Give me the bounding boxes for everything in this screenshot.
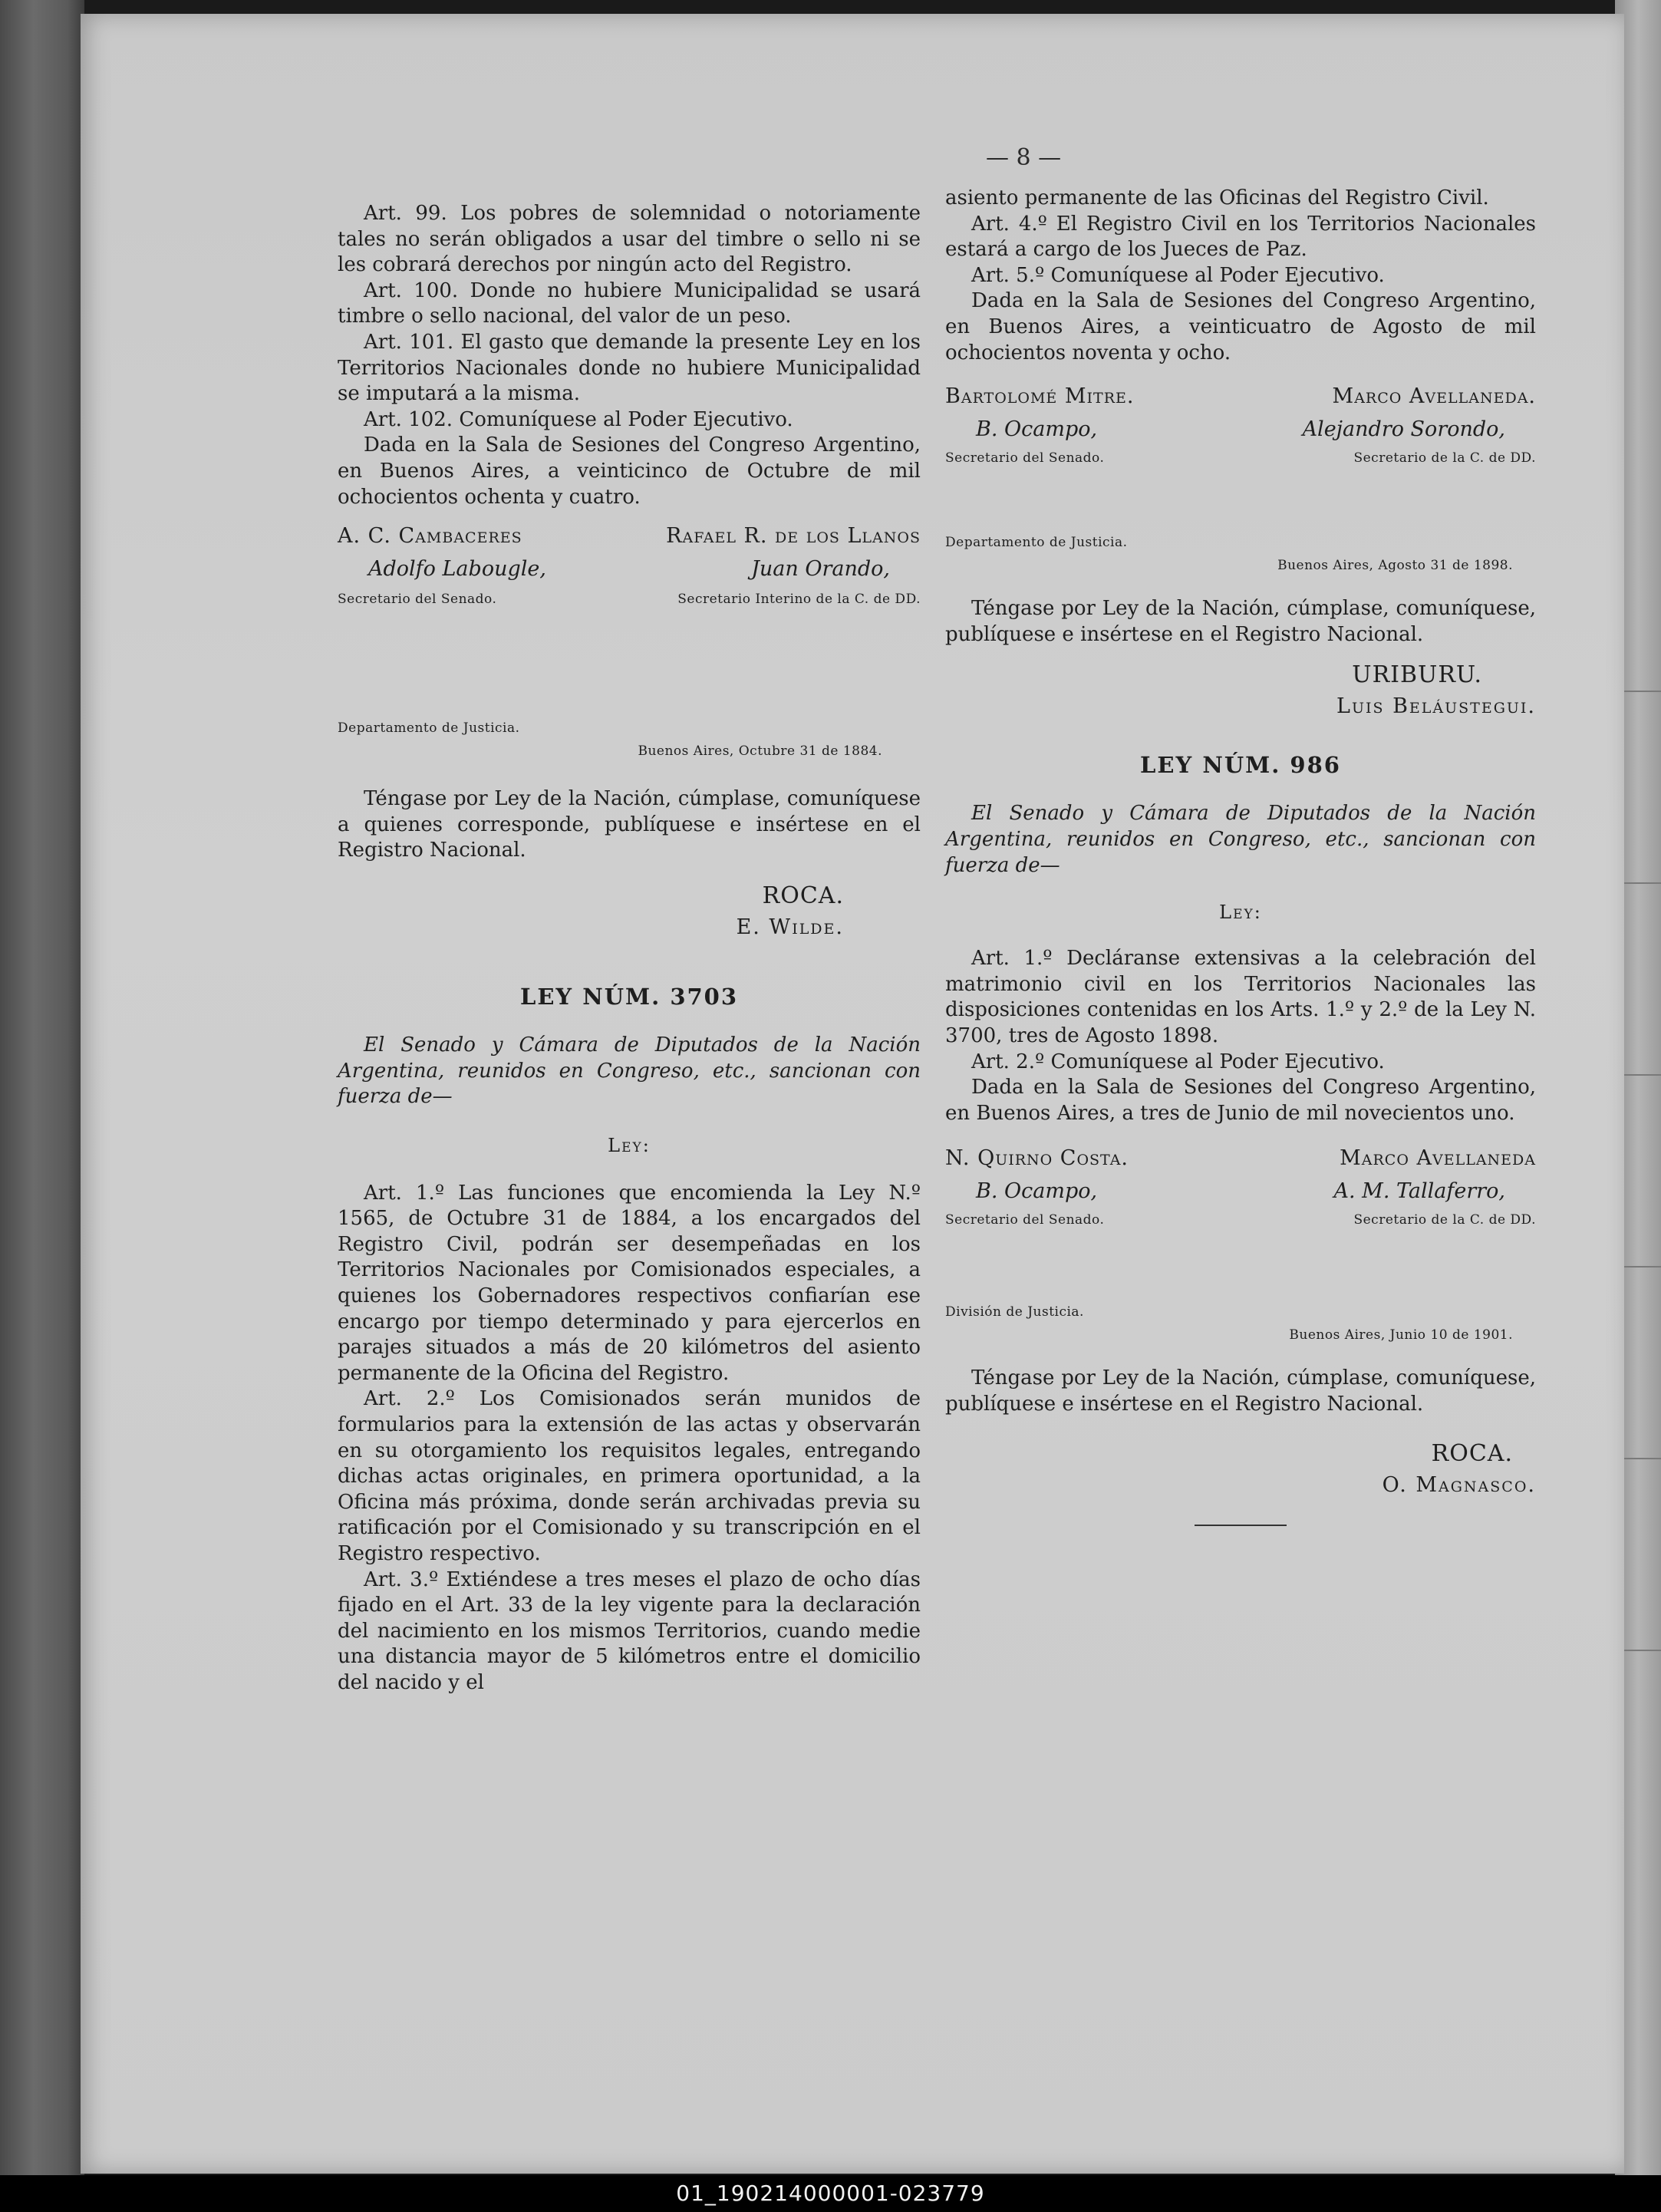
article-99: Art. 99. Los pobres de solemnidad o notoriamente tales no serán obligados a usar del timbre o sello ni se les cobrará derechos por ningún acto del Registro.	[338, 202, 921, 277]
promulgation-date-3703: Buenos Aires, Agosto 31 de 1898.	[1277, 558, 1513, 574]
law-3703-art-4: Art. 4.º El Registro Civil en los Territorios Nacionales estará a cargo de los Jueces de Paz.	[945, 212, 1536, 262]
law-3703-art-3: Art. 3.º Extiéndese a tres meses el plazo de ocho días fijado en el Art. 33 de la ley vigente para la declaración del nacimiento en los mismos Territorios, cuando medie una distancia mayor de 5 kilómetros entre el domicilio del nacido y el	[338, 1568, 921, 1694]
signature-names	[338, 524, 921, 548]
law-3703-art-1: Art. 1.º Las funciones que encomienda la Ley N.º 1565, de Octubre 31 de 1884, a los encargados del Registro Civil, podrán ser desempeñadas en los Territorios Nacionales por Comisionados especiales, a quienes los Gobernadores respectivos confiarían ese encargo por tiempo determinado y para ejercerlos en parajes situados a más de 20 kilómetros del asiento permanente de la Oficina del Registro.	[338, 1181, 921, 1385]
signature-roles	[338, 592, 921, 607]
law-3703-art-2: Art. 2.º Los Comisionados serán munidos de formularios para la extensión de las actas y observarán en su otorgamiento los requisitos legales, entregando dichas actas originales, en primera oportunidad, a la Oficina más próxima, donde serán archivadas previa su ratificación por el Comisionado y su transcripción en el Registro respectivo.	[338, 1387, 921, 1565]
end-rule	[1195, 1525, 1287, 1526]
role-right: Secretario de la C. de DD.	[1353, 450, 1536, 466]
page-number: — 8 —	[986, 144, 1062, 171]
promulgation-date: Buenos Aires, Octubre 31 de 1884.	[638, 743, 882, 760]
signature-secretaries-3703	[945, 417, 1536, 441]
right-column	[945, 186, 1536, 1526]
ley-label: Ley:	[608, 1134, 651, 1156]
ley-label-986: Ley:	[1219, 902, 1262, 924]
signature-secretaries	[338, 557, 921, 581]
signer-belaustegui: Luis Beláustegui.	[1336, 694, 1536, 719]
signer-name-left: N. Quirno Costa.	[945, 1146, 1129, 1171]
article-102: Art. 102. Comuníquese al Poder Ejecutivo.	[364, 407, 793, 431]
signer-name-left: Bartolomé Mitre.	[945, 384, 1135, 409]
signer-roca: ROCA.	[762, 882, 844, 909]
dada-clause: Dada en la Sala de Sesiones del Congreso Argentino, en Buenos Aires, a veinticinco de Octubre de mil ochocientos ochenta y cuatro.	[338, 433, 921, 509]
role-left: Secretario del Senado.	[945, 450, 1105, 466]
promulgation-text-3703: Téngase por Ley de la Nación, cúmplase, comuníquese, publíquese e insértese en el Registro Nacional.	[945, 597, 1536, 646]
law-3703-preamble: El Senado y Cámara de Diputados de la Nación Argentina, reunidos en Congreso, etc., sancionan con fuerza de—	[338, 1033, 921, 1109]
signer-roca-2: ROCA.	[1431, 1440, 1513, 1468]
department-label-986: División de Justicia.	[945, 1304, 1084, 1320]
dada-clause-986: Dada en la Sala de Sesiones del Congreso Argentino, en Buenos Aires, a tres de Junio de mil novecientos uno.	[945, 1076, 1536, 1125]
signature-names-3703	[945, 384, 1536, 408]
signer-name-right: Rafael R. de los Llanos	[666, 524, 921, 549]
article-101: Art. 101. El gasto que demande la presente Ley en los Territorios Nacionales donde no hubiere Municipalidad se imputará a la misma.	[338, 330, 921, 406]
book-spine	[0, 0, 84, 2175]
law-986-art-1: Art. 1.º Decláranse extensivas a la celebración del matrimonio civil en los Territorios Nacionales las disposiciones contenidas en los Arts. 1.º y 2.º de la Ley N. 3700, tres de Agosto 1898.	[945, 947, 1536, 1047]
signer-name-right: Marco Avellaneda.	[1332, 384, 1536, 409]
signature-roles-986	[945, 1212, 1536, 1228]
secretary-left: B. Ocampo,	[976, 417, 1098, 442]
promulgation-text-986: Téngase por Ley de la Nación, cúmplase, comuníquese, publíquese e insértese en el Registro Nacional.	[945, 1366, 1536, 1416]
signature-roles-3703	[945, 450, 1536, 466]
role-right: Secretario Interino de la C. de DD.	[677, 592, 921, 608]
law-3703-cont: asiento permanente de las Oficinas del Registro Civil.	[945, 186, 1489, 209]
signature-secretaries-986	[945, 1179, 1536, 1203]
role-right: Secretario de la C. de DD.	[1353, 1212, 1536, 1228]
law-986-preamble: El Senado y Cámara de Diputados de la Nación Argentina, reunidos en Congreso, etc., sancionan con fuerza de—	[945, 802, 1536, 877]
law-986-title: LEY NÚM. 986	[1140, 752, 1341, 779]
law-3703-art-5: Art. 5.º Comuníquese al Poder Ejecutivo.	[971, 263, 1385, 287]
secretary-left: B. Ocampo,	[976, 1179, 1098, 1204]
left-column	[338, 201, 921, 1696]
secretary-left: Adolfo Labougle,	[368, 557, 546, 582]
dada-clause-3703: Dada en la Sala de Sesiones del Congreso Argentino, en Buenos Aires, a veinticuatro de Agosto de mil ochocientos noventa y ocho.	[945, 289, 1536, 364]
promulgation-text: Téngase por Ley de la Nación, cúmplase, comuníquese a quienes corresponde, publíquese e insértese en el Registro Nacional.	[338, 787, 921, 862]
role-left: Secretario del Senado.	[338, 592, 497, 608]
role-left: Secretario del Senado.	[945, 1212, 1105, 1228]
secretary-right: Alejandro Sorondo,	[1302, 417, 1505, 442]
article-100: Art. 100. Donde no hubiere Municipalidad se usará timbre o sello nacional, del valor de un peso.	[338, 279, 921, 328]
archive-footer-id: 01_190214000001-023779	[0, 2175, 1661, 2212]
secretary-right: A. M. Tallaferro,	[1333, 1179, 1505, 1204]
law-3703-title: LEY NÚM. 3703	[519, 983, 739, 1010]
law-986-art-2: Art. 2.º Comuníquese al Poder Ejecutivo.	[971, 1050, 1385, 1073]
signer-name-left: A. C. Cambaceres	[338, 524, 522, 549]
signer-wilde: E. Wilde.	[736, 915, 844, 939]
department-label: Departamento de Justicia.	[338, 720, 520, 737]
signer-magnasco: O. Magnasco.	[1382, 1473, 1536, 1498]
signer-uriburu: URIBURU.	[1352, 661, 1482, 689]
secretary-right: Juan Orando,	[751, 557, 890, 582]
department-label-3703: Departamento de Justicia.	[945, 535, 1128, 551]
signature-names-986	[945, 1146, 1536, 1170]
promulgation-date-986: Buenos Aires, Junio 10 de 1901.	[1289, 1327, 1513, 1343]
signer-name-right: Marco Avellaneda	[1340, 1146, 1536, 1171]
